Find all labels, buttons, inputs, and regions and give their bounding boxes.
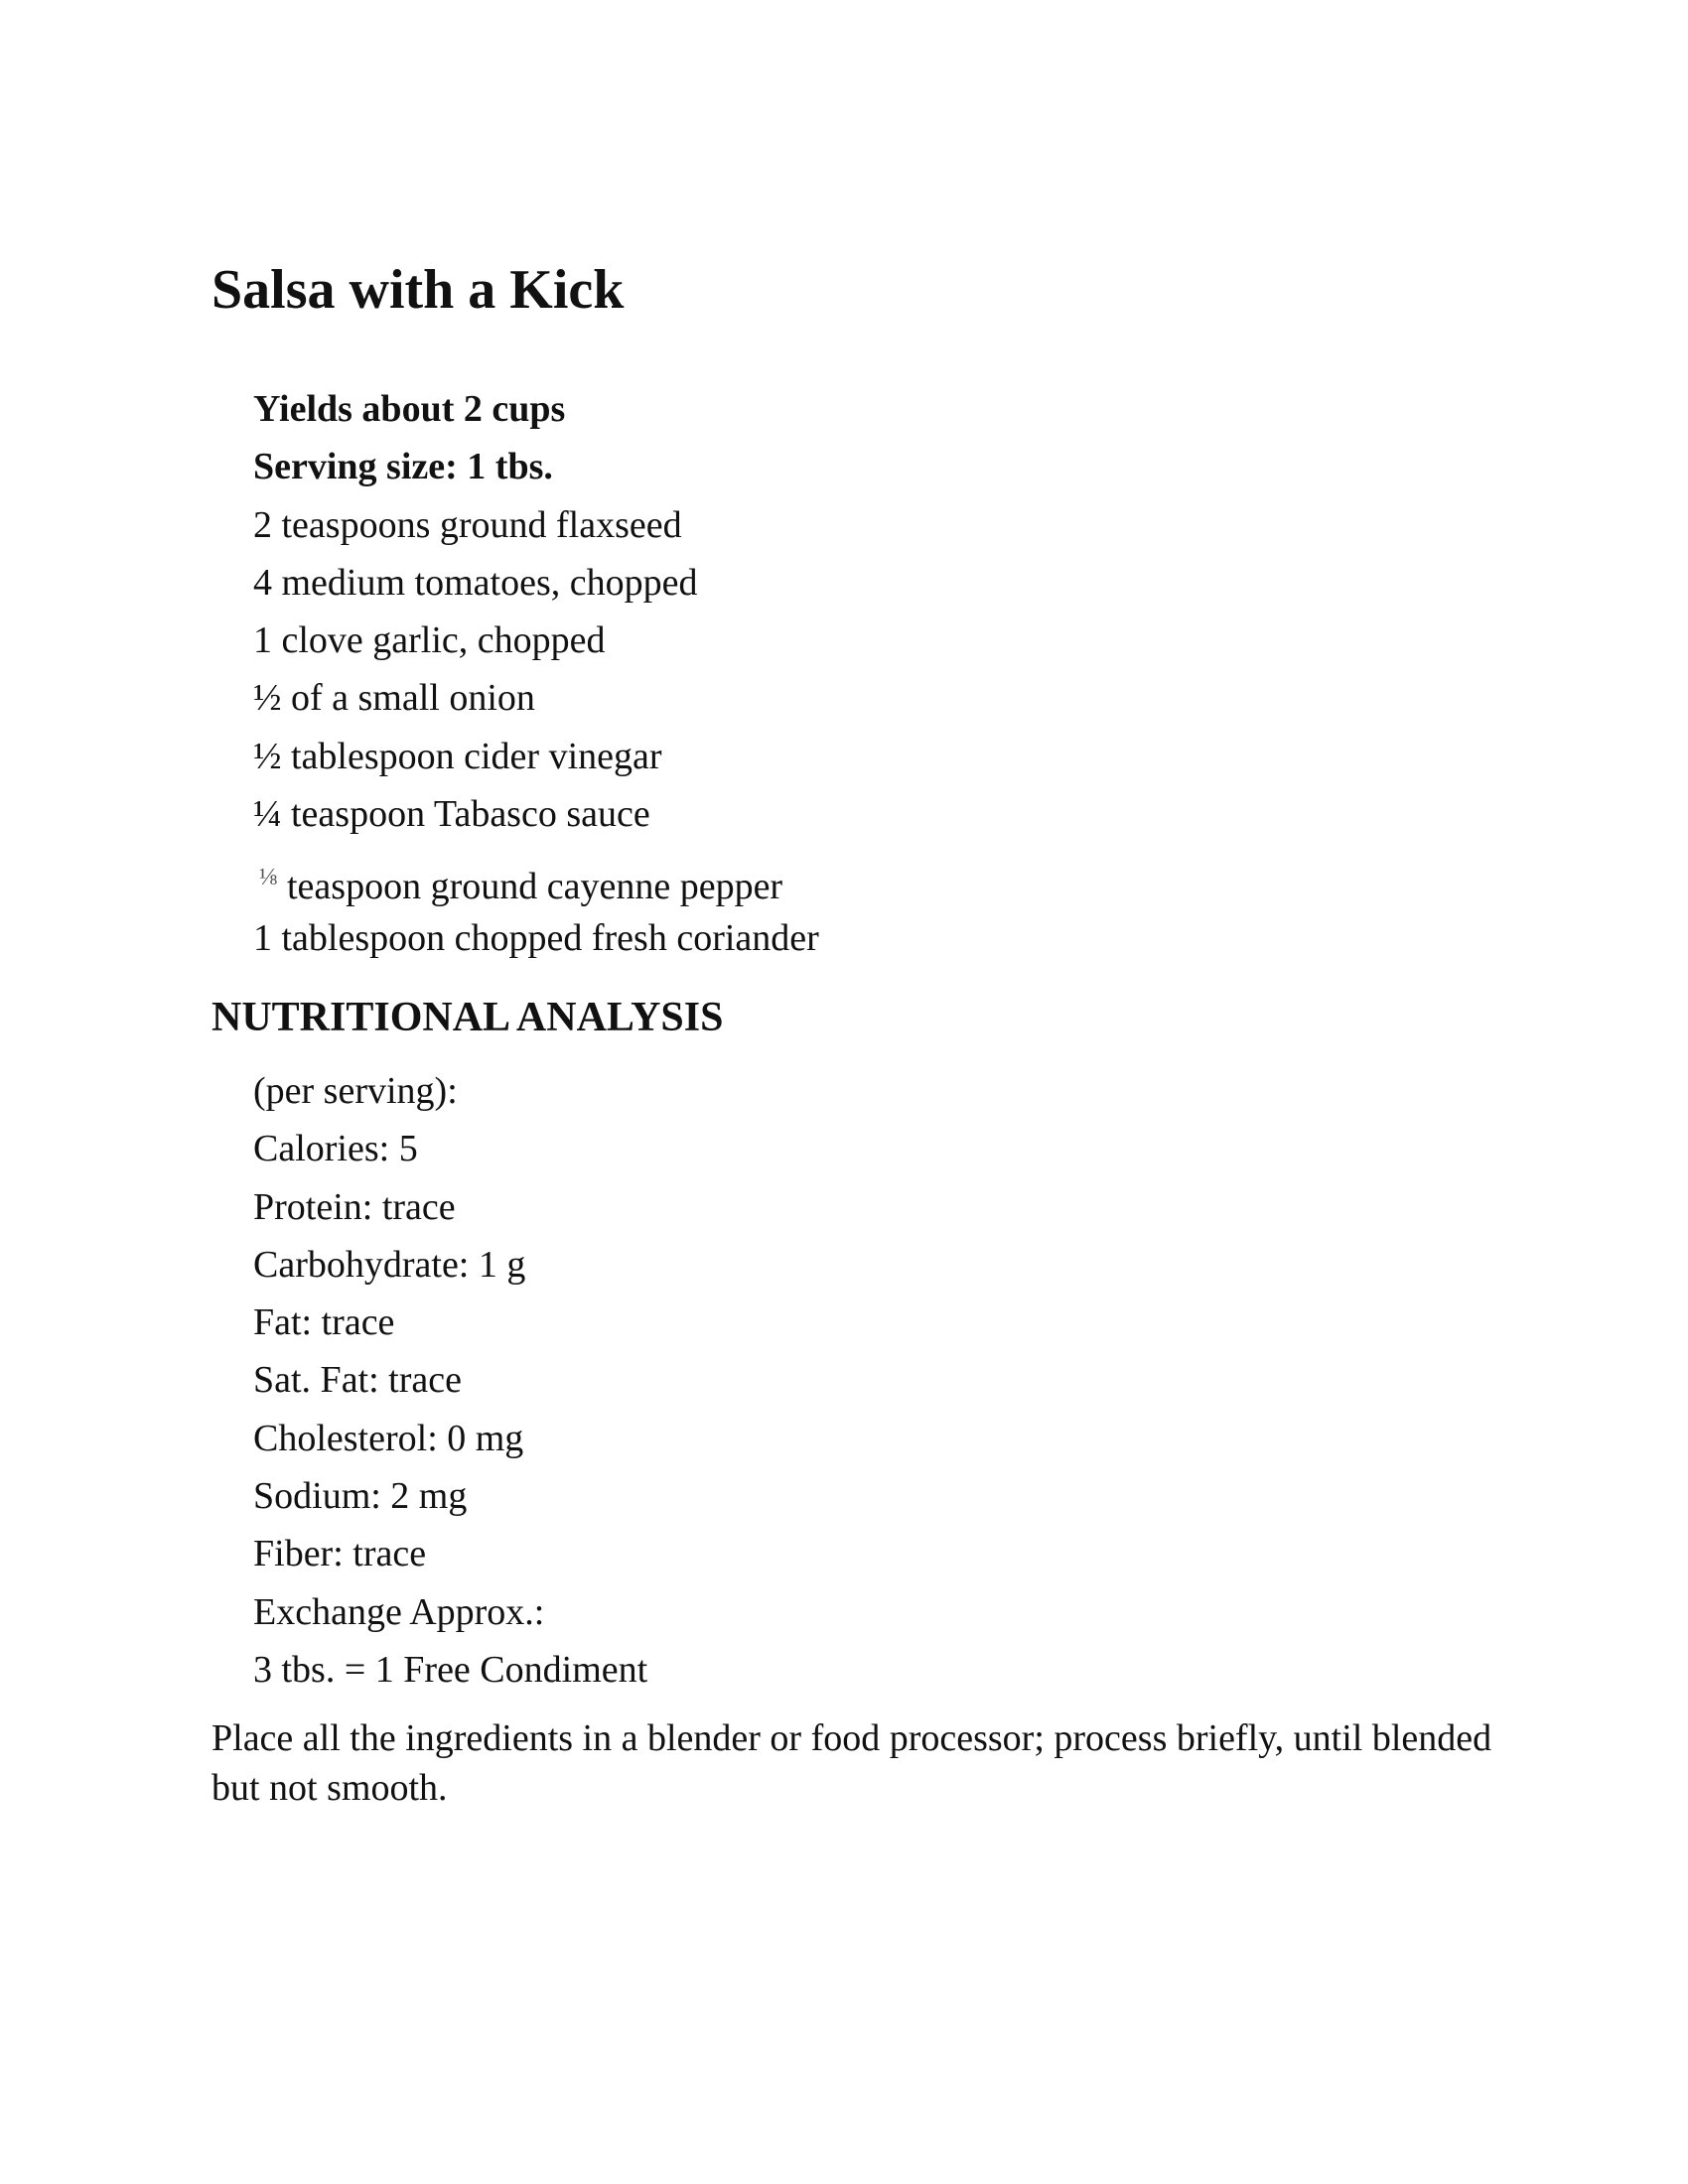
ingredient-item-text: teaspoon ground cayenne pepper	[287, 866, 783, 908]
nutrition-heading: NUTRITIONAL ANALYSIS	[211, 995, 724, 1040]
ingredient-item: 2 teaspoons ground flaxseed	[253, 503, 682, 546]
ingredient-item: 1 tablespoon chopped fresh coriander	[253, 917, 819, 960]
ingredients-list	[253, 380, 819, 968]
ingredient-item-cayenne	[253, 843, 819, 909]
ingredient-item: 4 medium tomatoes, chopped	[253, 561, 698, 604]
serving-size-line: Serving size: 1 tbs.	[253, 446, 553, 488]
ingredient-item: ¼ teaspoon Tabasco sauce	[253, 793, 650, 836]
nutrition-item: Carbohydrate: 1 g	[253, 1243, 526, 1286]
nutrition-item: (per serving):	[253, 1070, 458, 1112]
nutrition-list	[253, 1062, 647, 1699]
nutrition-item: Cholesterol: 0 mg	[253, 1417, 524, 1459]
nutrition-item: Calories: 5	[253, 1128, 418, 1170]
ingredient-item: 1 clove garlic, chopped	[253, 619, 606, 662]
nutrition-item: 3 tbs. = 1 Free Condiment	[253, 1648, 648, 1691]
nutrition-item: Sodium: 2 mg	[253, 1475, 468, 1518]
instructions-paragraph: Place all the ingredients in a blender or food processor; process briefly, until blended but not smooth.	[211, 1717, 1492, 1809]
eighth-fraction-glyph: ⅛	[259, 865, 277, 891]
ingredient-item: ½ tablespoon cider vinegar	[253, 735, 662, 777]
nutrition-item: Protein: trace	[253, 1185, 456, 1228]
nutrition-item: Exchange Approx.:	[253, 1590, 545, 1633]
nutrition-item: Sat. Fat: trace	[253, 1359, 462, 1402]
nutrition-item: Fiber: trace	[253, 1533, 427, 1575]
nutrition-item: Fat: trace	[253, 1301, 395, 1344]
ingredient-item: ½ of a small onion	[253, 677, 535, 720]
yields-line: Yields about 2 cups	[253, 388, 566, 430]
recipe-title: Salsa with a Kick	[211, 259, 625, 321]
